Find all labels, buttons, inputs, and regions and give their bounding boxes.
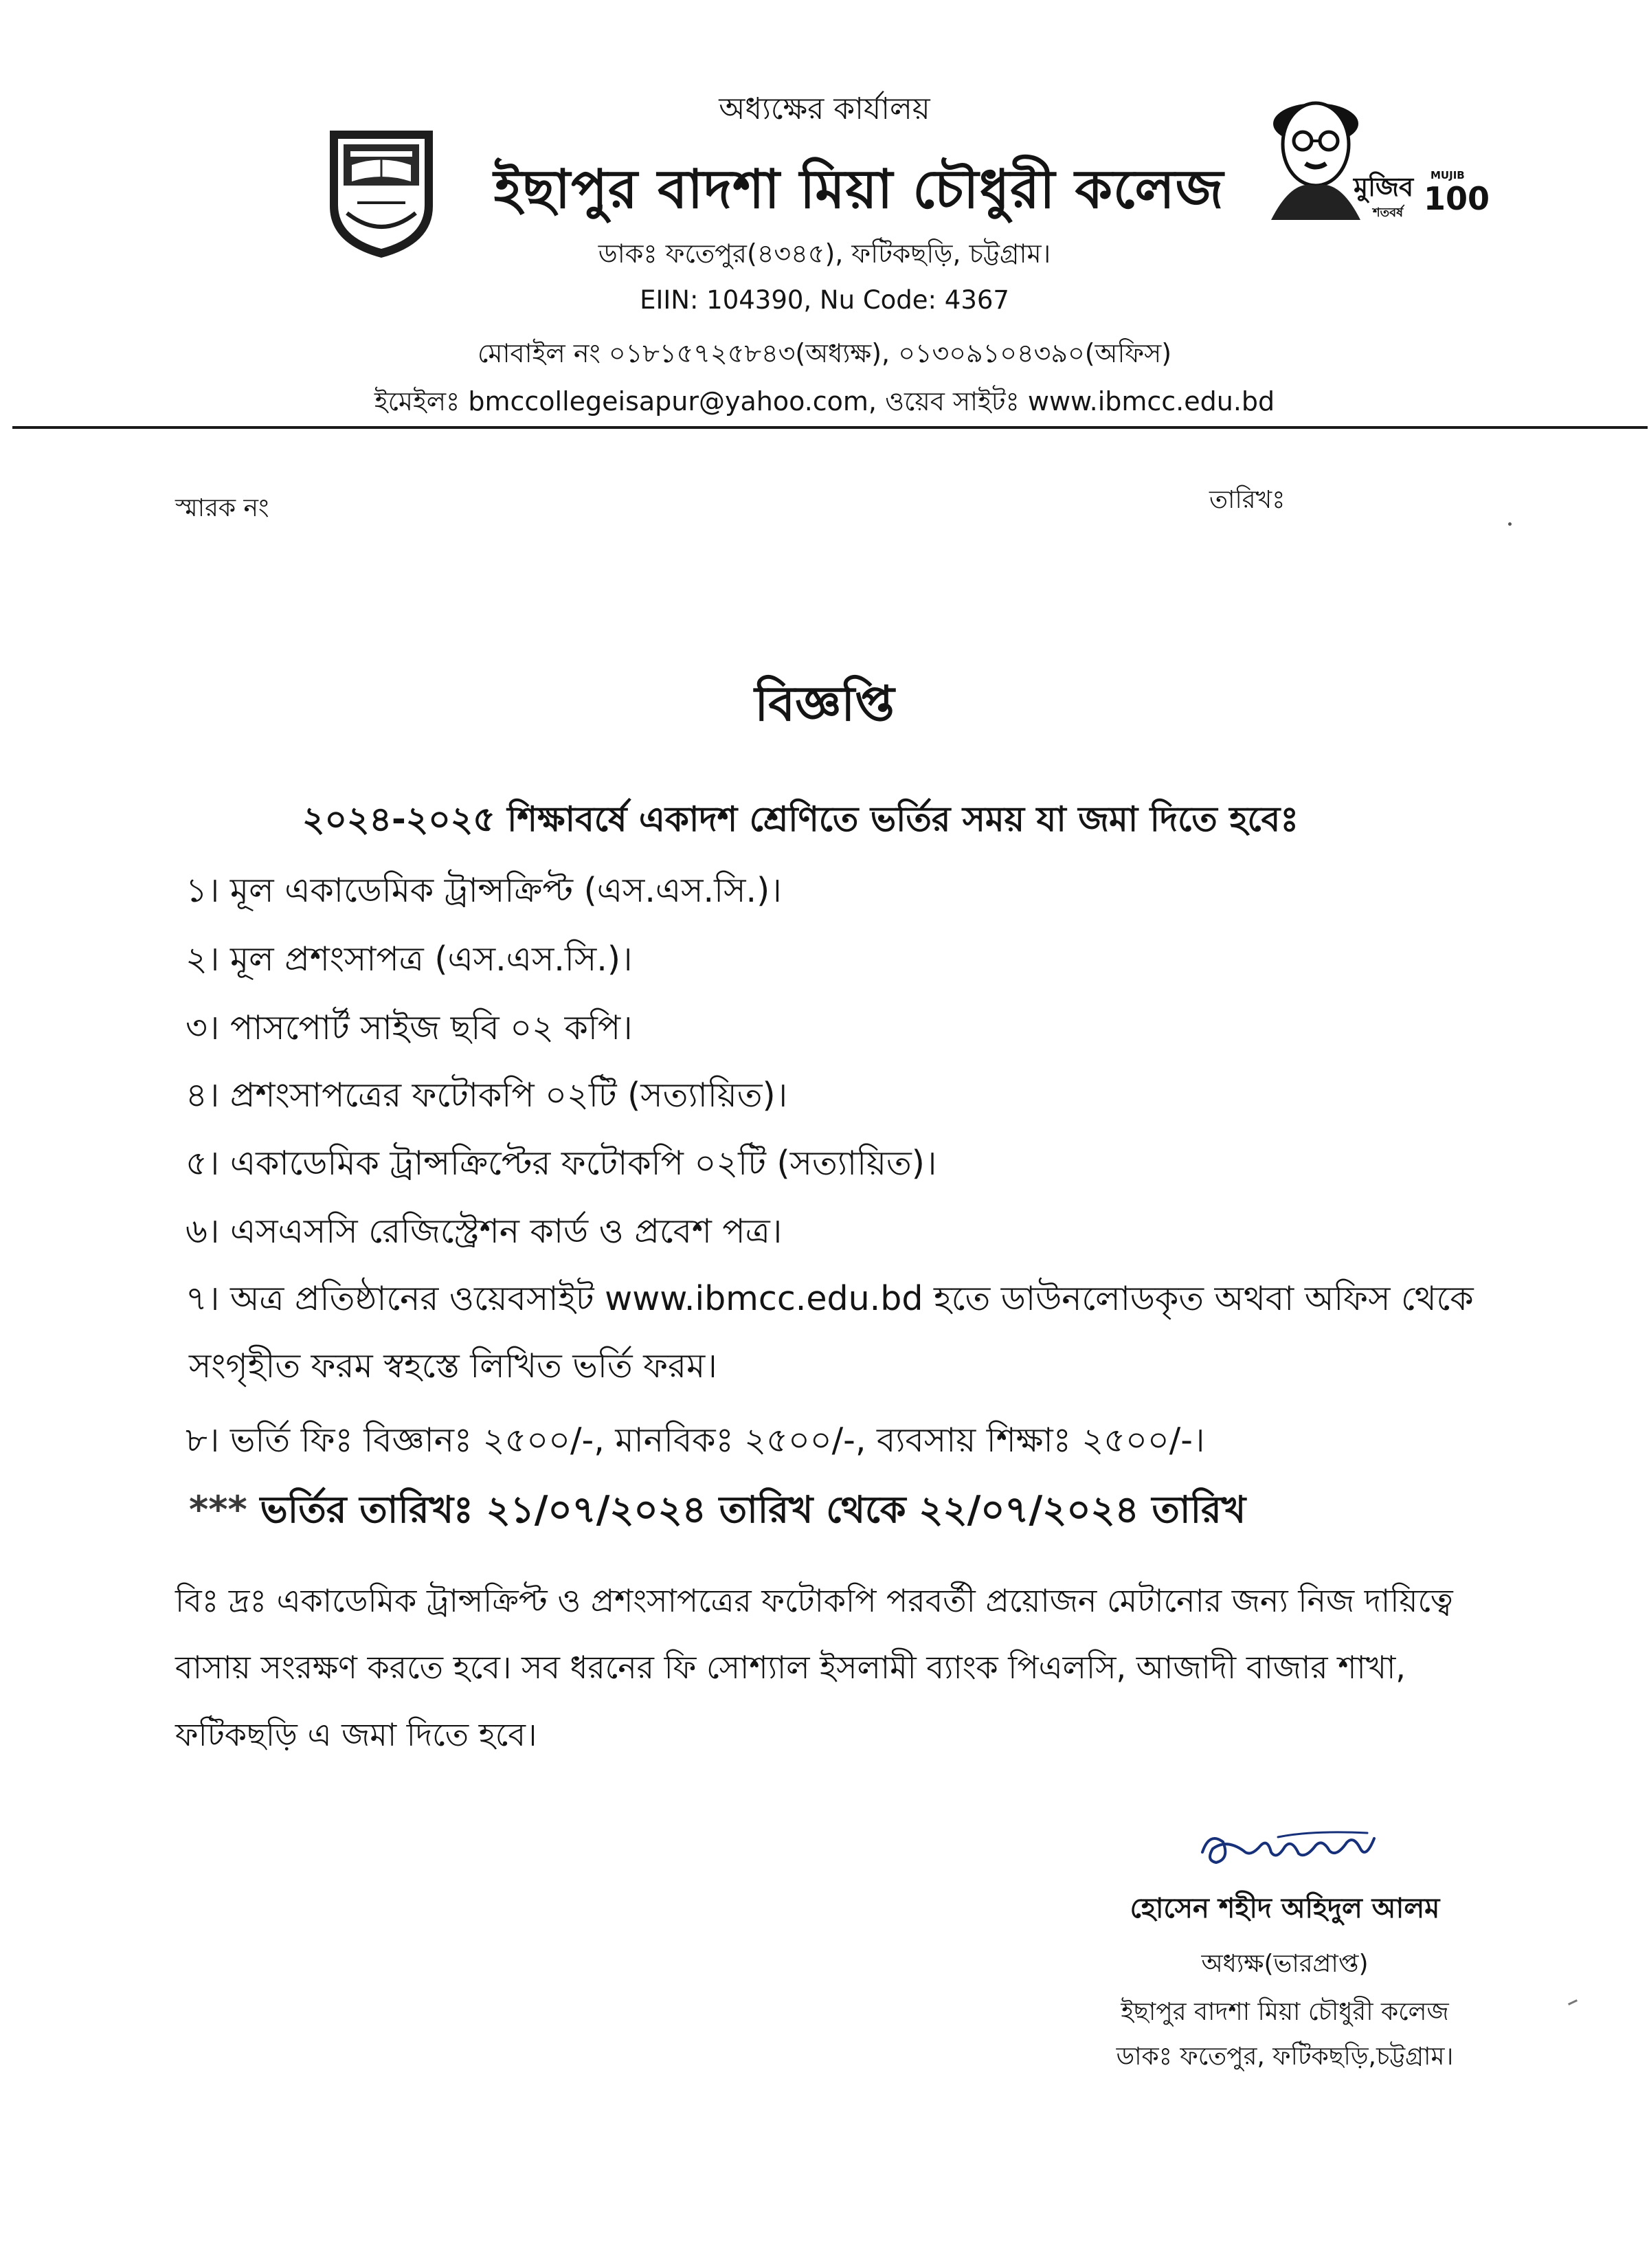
admission-fee-item: ৮। ভর্তি ফিঃ বিজ্ঞানঃ ২৫০০/-, মানবিকঃ ২৫০০/-, ব্যবসায় শিক্ষাঃ ২৫০০/-। — [186, 1421, 1205, 1460]
office-title: অধ্যক্ষের কার্যালয় — [719, 91, 930, 126]
mobile-numbers: মোবাইল নং ০১৮১৫৭২৫৮৪৩(অধ্যক্ষ), ০১৩০৯১০৪৩৯০(অফিস) — [477, 338, 1172, 368]
requirement-item: ৪। প্রশংসাপত্রের ফটোকপি ০২টি (সত্যায়িত)। — [186, 1076, 788, 1115]
mujib-100-emblem — [1250, 76, 1490, 227]
signatory-address: ডাকঃ ফতেপুর, ফটিকছড়ি,চট্টগ্রাম। — [1116, 2043, 1454, 2071]
note-line: বিঃ দ্রঃ একাডেমিক ট্রান্সক্রিপ্ট ও প্রশংসাপত্রের ফটোকপি পরবর্তী প্রয়োজন মেটানোর জন্য নিজ দায়িত্বে — [175, 1582, 1453, 1619]
notice-title: বিজ্ঞপ্তি — [754, 676, 895, 732]
eiin-code: EIIN: 104390, Nu Code: 4367 — [640, 285, 1009, 315]
emphasis-stars: *** — [189, 1488, 247, 1531]
requirement-item: ৭। অত্র প্রতিষ্ঠানের ওয়েবসাইট www.ibmcc.edu.bd হতে ডাউনলোডকৃত অথবা অফিস থেকে — [186, 1279, 1474, 1318]
note-line: বাসায় সংরক্ষণ করতে হবে। সব ধরনের ফি সোশ্যাল ইসলামী ব্যাংক পিএলসি, আজাদী বাজার শাখা, — [175, 1649, 1406, 1686]
postal-address: ডাকঃ ফতেপুর(৪৩৪৫), ফটিকছড়ি, চট্টগ্রাম। — [598, 238, 1051, 269]
svg-text:মুজিব: মুজিব — [1354, 172, 1414, 202]
svg-text:MUJIB: MUJIB — [1431, 169, 1465, 181]
requirement-item: ১। মূল একাডেমিক ট্রান্সক্রিপ্ট (এস.এস.সি.)। — [186, 871, 782, 910]
requirement-item: ৬। এসএসসি রেজিস্ট্রেশন কার্ড ও প্রবেশ পত্র। — [186, 1212, 783, 1251]
signatory-designation: অধ্যক্ষ(ভারপ্রাপ্ত) — [1201, 1950, 1369, 1978]
note-line: ফটিকছড়ি এ জমা দিতে হবে। — [175, 1716, 537, 1753]
date-label: তারিখঃ — [1209, 486, 1286, 514]
speck-mark — [1568, 1999, 1578, 2005]
college-name: ইছাপুর বাদশা মিয়া চৌধুরী কলেজ — [493, 159, 1224, 221]
requirement-item: ৫। একাডেমিক ট্রান্সক্রিপ্টের ফটোকপি ০২টি (সত্যায়িত)। — [186, 1144, 937, 1183]
svg-text:100: 100 — [1424, 180, 1490, 217]
email-website: ইমেইলঃ bmccollegeisapur@yahoo.com, ওয়েব সাইটঃ www.ibmcc.edu.bd — [374, 386, 1275, 416]
signatory-college: ইছাপুর বাদশা মিয়া চৌধুরী কলেজ — [1121, 1998, 1449, 2026]
speck-mark — [1508, 522, 1512, 526]
requirement-item: ৩। পাসপোর্ট সাইজ ছবি ০২ কপি। — [186, 1008, 633, 1047]
signatory-name: হোসেন শহীদ অহিদুল আলম — [1130, 1893, 1440, 1924]
memo-number-label: স্মারক নং — [175, 494, 269, 522]
requirement-item-continued: সংগৃহীত ফরম স্বহস্তে লিখিত ভর্তি ফরম। — [189, 1346, 717, 1386]
admission-dates-text: ভর্তির তারিখঃ ২১/০৭/২০২৪ তারিখ থেকে ২২/০৭/২০২৪ তারিখ — [260, 1488, 1246, 1531]
handwritten-signature — [1196, 1818, 1388, 1880]
notice-heading: ২০২৪-২০২৫ শিক্ষাবর্ষে একাদশ শ্রেণিতে ভর্তির সময় যা জমা দিতে হবেঃ — [302, 799, 1299, 839]
header-divider — [12, 426, 1648, 429]
admission-dates — [189, 1481, 1246, 1543]
svg-text:শতবর্ষ: শতবর্ষ — [1373, 205, 1404, 220]
requirement-item: ২। মূল প্রশংসাপত্র (এস.এস.সি.)। — [186, 940, 633, 979]
